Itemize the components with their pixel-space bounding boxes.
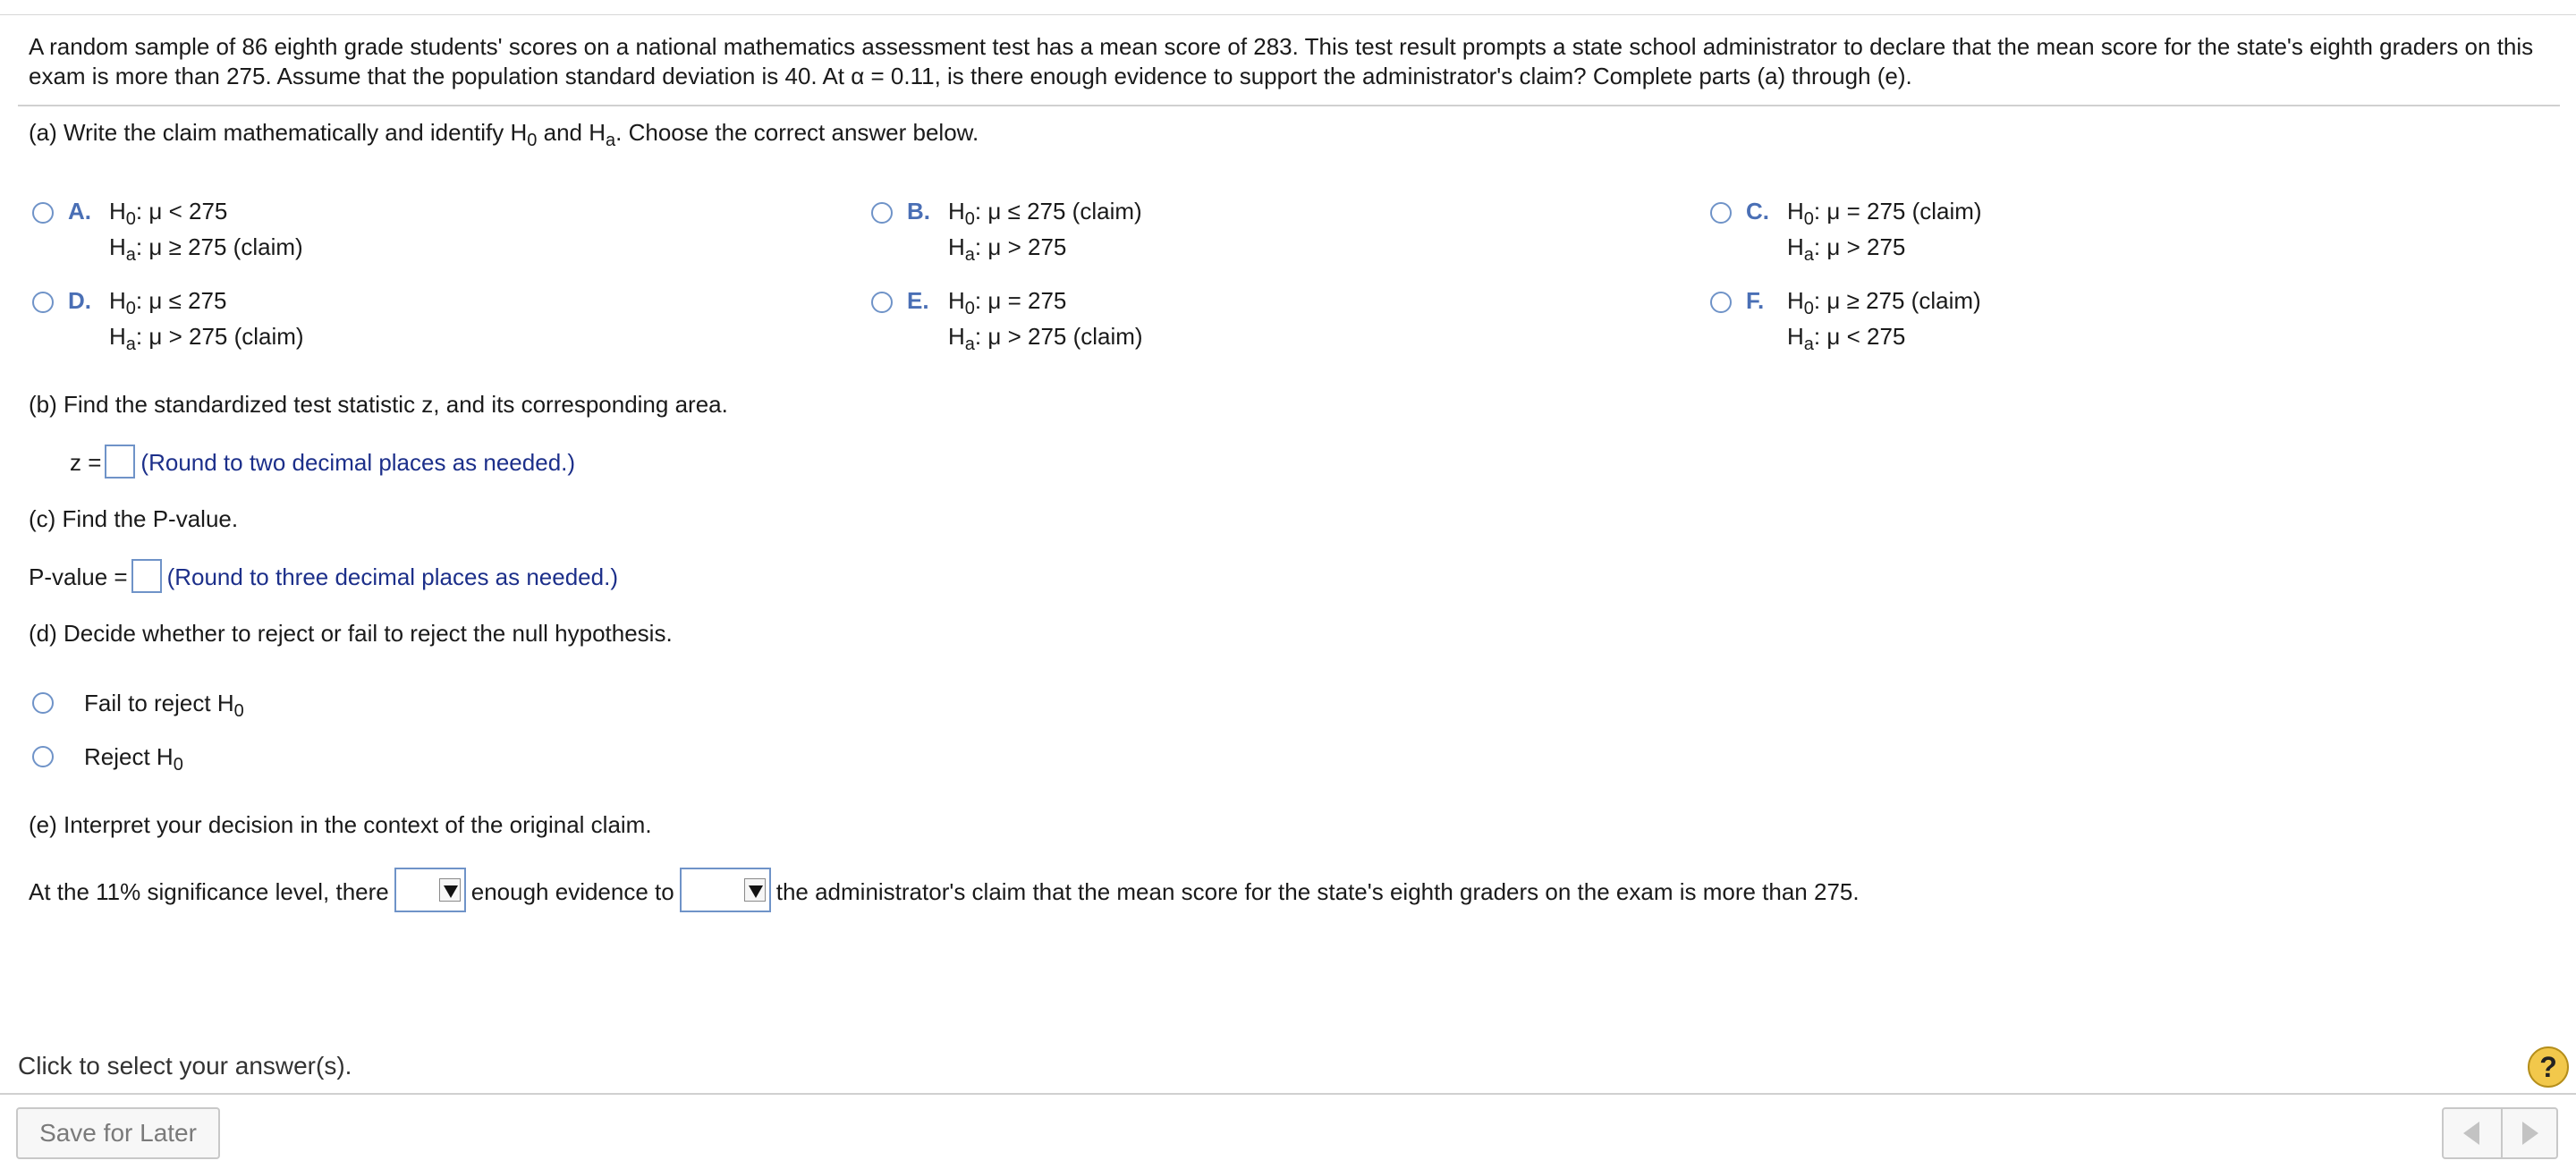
- choice-a-radio[interactable]: [32, 202, 54, 224]
- p-value-answer-box[interactable]: [131, 559, 162, 593]
- evidence-dropdown[interactable]: [394, 868, 466, 912]
- choice-a-ha: $H_a$: μ ≥ 275 (claim): [109, 233, 303, 265]
- question-navigation: [2442, 1107, 2558, 1159]
- section-divider: [18, 105, 2560, 106]
- p-value-input-line: [29, 562, 618, 596]
- choice-letter: D.: [68, 287, 91, 314]
- next-arrow-icon[interactable]: [2522, 1122, 2538, 1145]
- choice-f-radio[interactable]: [1710, 292, 1732, 313]
- dropdown-arrow-icon[interactable]: [439, 878, 461, 902]
- choice-b-ha: $H_a$: μ > 275: [948, 233, 1067, 265]
- part-c-prompt: (c) Find the P-value.: [29, 505, 239, 532]
- reject-radio[interactable]: [32, 746, 54, 767]
- status-message: Click to select your answer(s).: [18, 1052, 352, 1080]
- top-rule: [0, 14, 2576, 15]
- choice-b-h0: $H_0$: μ ≤ 275 (claim): [948, 198, 1142, 229]
- dropdown-arrow-icon[interactable]: [744, 878, 766, 902]
- p-value-label: P-value =: [29, 563, 128, 590]
- nav-separator: [2501, 1109, 2503, 1157]
- choice-c-ha: $H_a$: μ > 275: [1787, 233, 1906, 265]
- choice-e-h0: $H_0$: μ = 275: [948, 287, 1067, 318]
- part-e-prompt: (e) Interpret your decision in the context of the original claim.: [29, 811, 652, 838]
- choice-d-ha: $H_a$: μ > 275 (claim): [109, 323, 304, 354]
- support-dropdown[interactable]: [680, 868, 771, 912]
- fail-to-reject-radio[interactable]: [32, 692, 54, 714]
- z-answer-box[interactable]: [105, 445, 135, 479]
- choice-d-h0: $H_0$: μ ≤ 275: [109, 287, 227, 318]
- fail-to-reject-label: Fail to reject $H_0$: [84, 690, 244, 721]
- interpretation-text-1: At the 11% significance level, there: [29, 877, 389, 905]
- choice-a-h0: $H_0$: μ < 275: [109, 198, 228, 229]
- interpretation-sentence: [29, 871, 1860, 916]
- z-hint: (Round to two decimal places as needed.): [140, 448, 576, 476]
- choice-f-h0: $H_0$: μ ≥ 275 (claim): [1787, 287, 1981, 318]
- part-a-prompt: (a) Write the claim mathematically and identify $H_0$ and $H_a$. Choose the correct answer below.: [29, 119, 979, 150]
- part-b-prompt: (b) Find the standardized test statistic z, and its corresponding area.: [29, 391, 728, 418]
- reject-label: Reject $H_0$: [84, 743, 183, 775]
- choice-c-radio[interactable]: [1710, 202, 1732, 224]
- choice-d-radio[interactable]: [32, 292, 54, 313]
- choice-letter: E.: [907, 287, 929, 314]
- choice-e-radio[interactable]: [871, 292, 893, 313]
- choice-letter: B.: [907, 198, 930, 224]
- footer-divider: [0, 1093, 2576, 1095]
- choice-letter: A.: [68, 198, 91, 224]
- problem-statement: A random sample of 86 eighth grade students' scores on a national mathematics assessment test has a mean score of 283. This test result prompts a state school administrator to declare that the mean score for the state's eighth graders on this exam is more than 275. Assume that the population standard deviation is 40. At α = 0.11, is there enough evidence to support the administrator's claim? Complete parts (a) through (e).: [29, 33, 2534, 89]
- choice-e-ha: $H_a$: μ > 275 (claim): [948, 323, 1143, 354]
- interpretation-text-2: enough evidence to: [470, 877, 674, 905]
- interpretation-text-3: the administrator's claim that the mean score for the state's eighth graders on the exam is more than 275.: [775, 877, 1860, 905]
- choice-c-h0: $H_0$: μ = 275 (claim): [1787, 198, 1982, 229]
- choice-f-ha: $H_a$: μ < 275: [1787, 323, 1906, 354]
- choice-letter: C.: [1746, 198, 1769, 224]
- choice-b-radio[interactable]: [871, 202, 893, 224]
- p-value-hint: (Round to three decimal places as needed.): [166, 563, 618, 590]
- choice-letter: F.: [1746, 287, 1765, 314]
- save-for-later-button[interactable]: Save for Later: [16, 1107, 220, 1159]
- part-d-prompt: (d) Decide whether to reject or fail to reject the null hypothesis.: [29, 620, 673, 647]
- z-input-line: [70, 447, 575, 481]
- z-label: z =: [70, 448, 102, 476]
- previous-arrow-icon[interactable]: [2463, 1122, 2479, 1145]
- help-icon[interactable]: ?: [2528, 1046, 2569, 1088]
